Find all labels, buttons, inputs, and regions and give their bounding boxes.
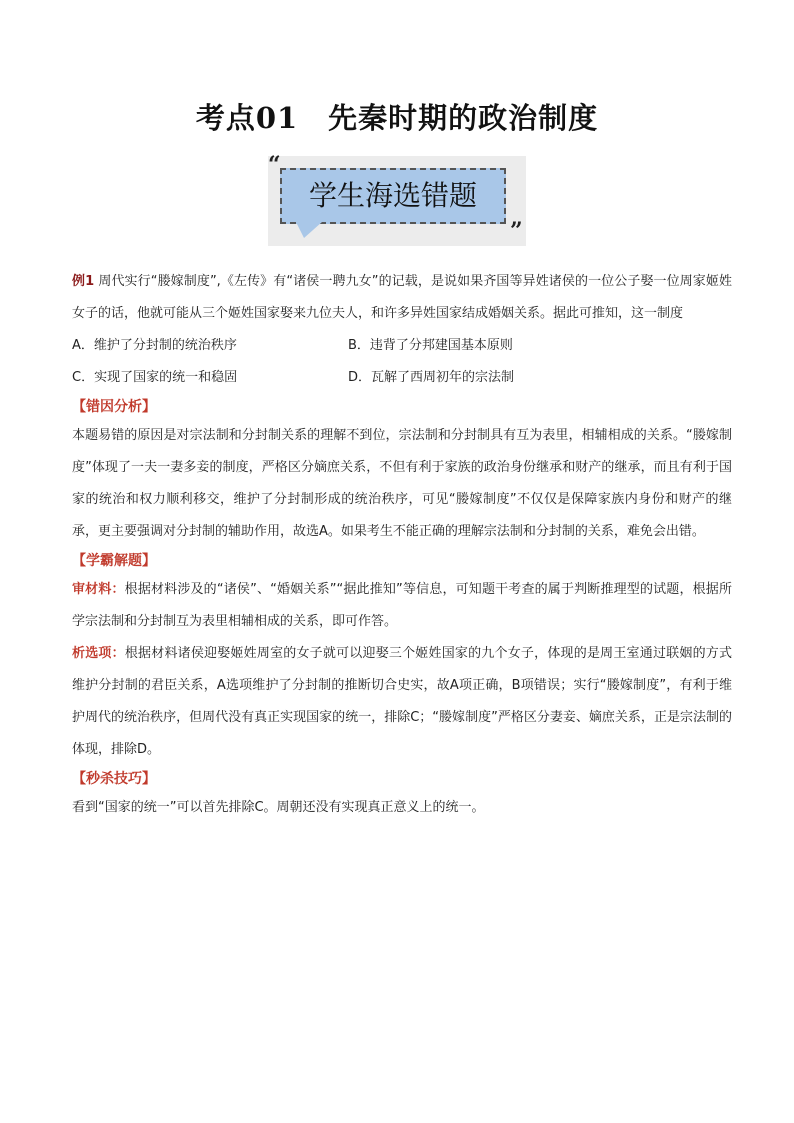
solution-material	[72, 574, 732, 638]
example-label: 例1	[72, 274, 95, 289]
trick-heading: 【秒杀技巧】	[72, 771, 156, 787]
error-analysis-heading: 【错因分析】	[72, 399, 156, 415]
example-question-text: 周代实行“媵嫁制度”,《左传》有“诸侯一聘九女”的记载，是说如果齐国等异姓诸侯的一位公子娶一位周家姬姓女子的话，他就可能从三个姬姓国家娶来九位夫人，和许多异姓国家结成婚姻关系。据此可推知，这一制度	[72, 274, 732, 321]
banner	[268, 152, 526, 246]
option-a: A．维护了分封制的统治秩序	[72, 338, 237, 353]
content-body	[72, 266, 732, 824]
trick-text: 看到“国家的统一”可以首先排除C。周朝还没有实现真正意义上的统一。	[72, 800, 485, 815]
options-analysis-label: 析选项：	[72, 646, 125, 661]
solution-options	[72, 638, 732, 766]
page-title: 考点01 先秦时期的政治制度	[195, 101, 599, 135]
close-quote-icon: ”	[510, 218, 523, 244]
example-question	[72, 266, 732, 330]
error-analysis-text: 本题易错的原因是对宗法制和分封制关系的理解不到位，宗法制和分封制具有互为表里，相辅相成的关系。“媵嫁制度”体现了一夫一妻多妾的制度，严格区分嫡庶关系，不但有利于家族的政治身份继承和财产的继承，而且有利于国家的统治和权力顺利移交，维护了分封制形成的统治秩序，可见“媵嫁制度”不仅仅是保障家族内身份和财产的继承，更主要强调对分封制的辅助作用，故选A。如果考生不能正确的理解宗法制和分封制的关系，难免会出错。	[72, 428, 732, 539]
material-text: 根据材料涉及的“诸侯”、“婚姻关系”“据此推知”等信息，可知题干考查的属于判断推理型的试题，根据所学宗法制和分封制互为表里相辅相成的关系，即可作答。	[72, 582, 732, 629]
option-b: B．违背了分邦建国基本原则	[348, 338, 513, 353]
banner-text: 学生海选错题	[308, 179, 477, 212]
material-label: 审材料：	[72, 582, 125, 597]
speech-bubble-tail-icon	[296, 222, 322, 238]
options-analysis-text: 根据材料诸侯迎娶姬姓周室的女子就可以迎娶三个姬姓国家的九个女子，体现的是周王室通过联姻的方式维护分封制的君臣关系，A选项维护了分封制的推断切合史实，故A项正确，B项错误；实行“媵嫁制度”，有利于维护周代的统治秩序，但周代没有真正实现国家的统一，排除C；“媵嫁制度”严格区分妻妾、嫡庶关系，正是宗法制的体现，排除D。	[72, 646, 732, 757]
option-c: C．实现了国家的统一和稳固	[72, 370, 238, 385]
open-quote-icon: “	[268, 152, 281, 178]
answer-options	[72, 330, 732, 394]
option-d: D．瓦解了西周初年的宗法制	[348, 370, 515, 385]
solution-heading: 【学霸解题】	[72, 553, 156, 569]
